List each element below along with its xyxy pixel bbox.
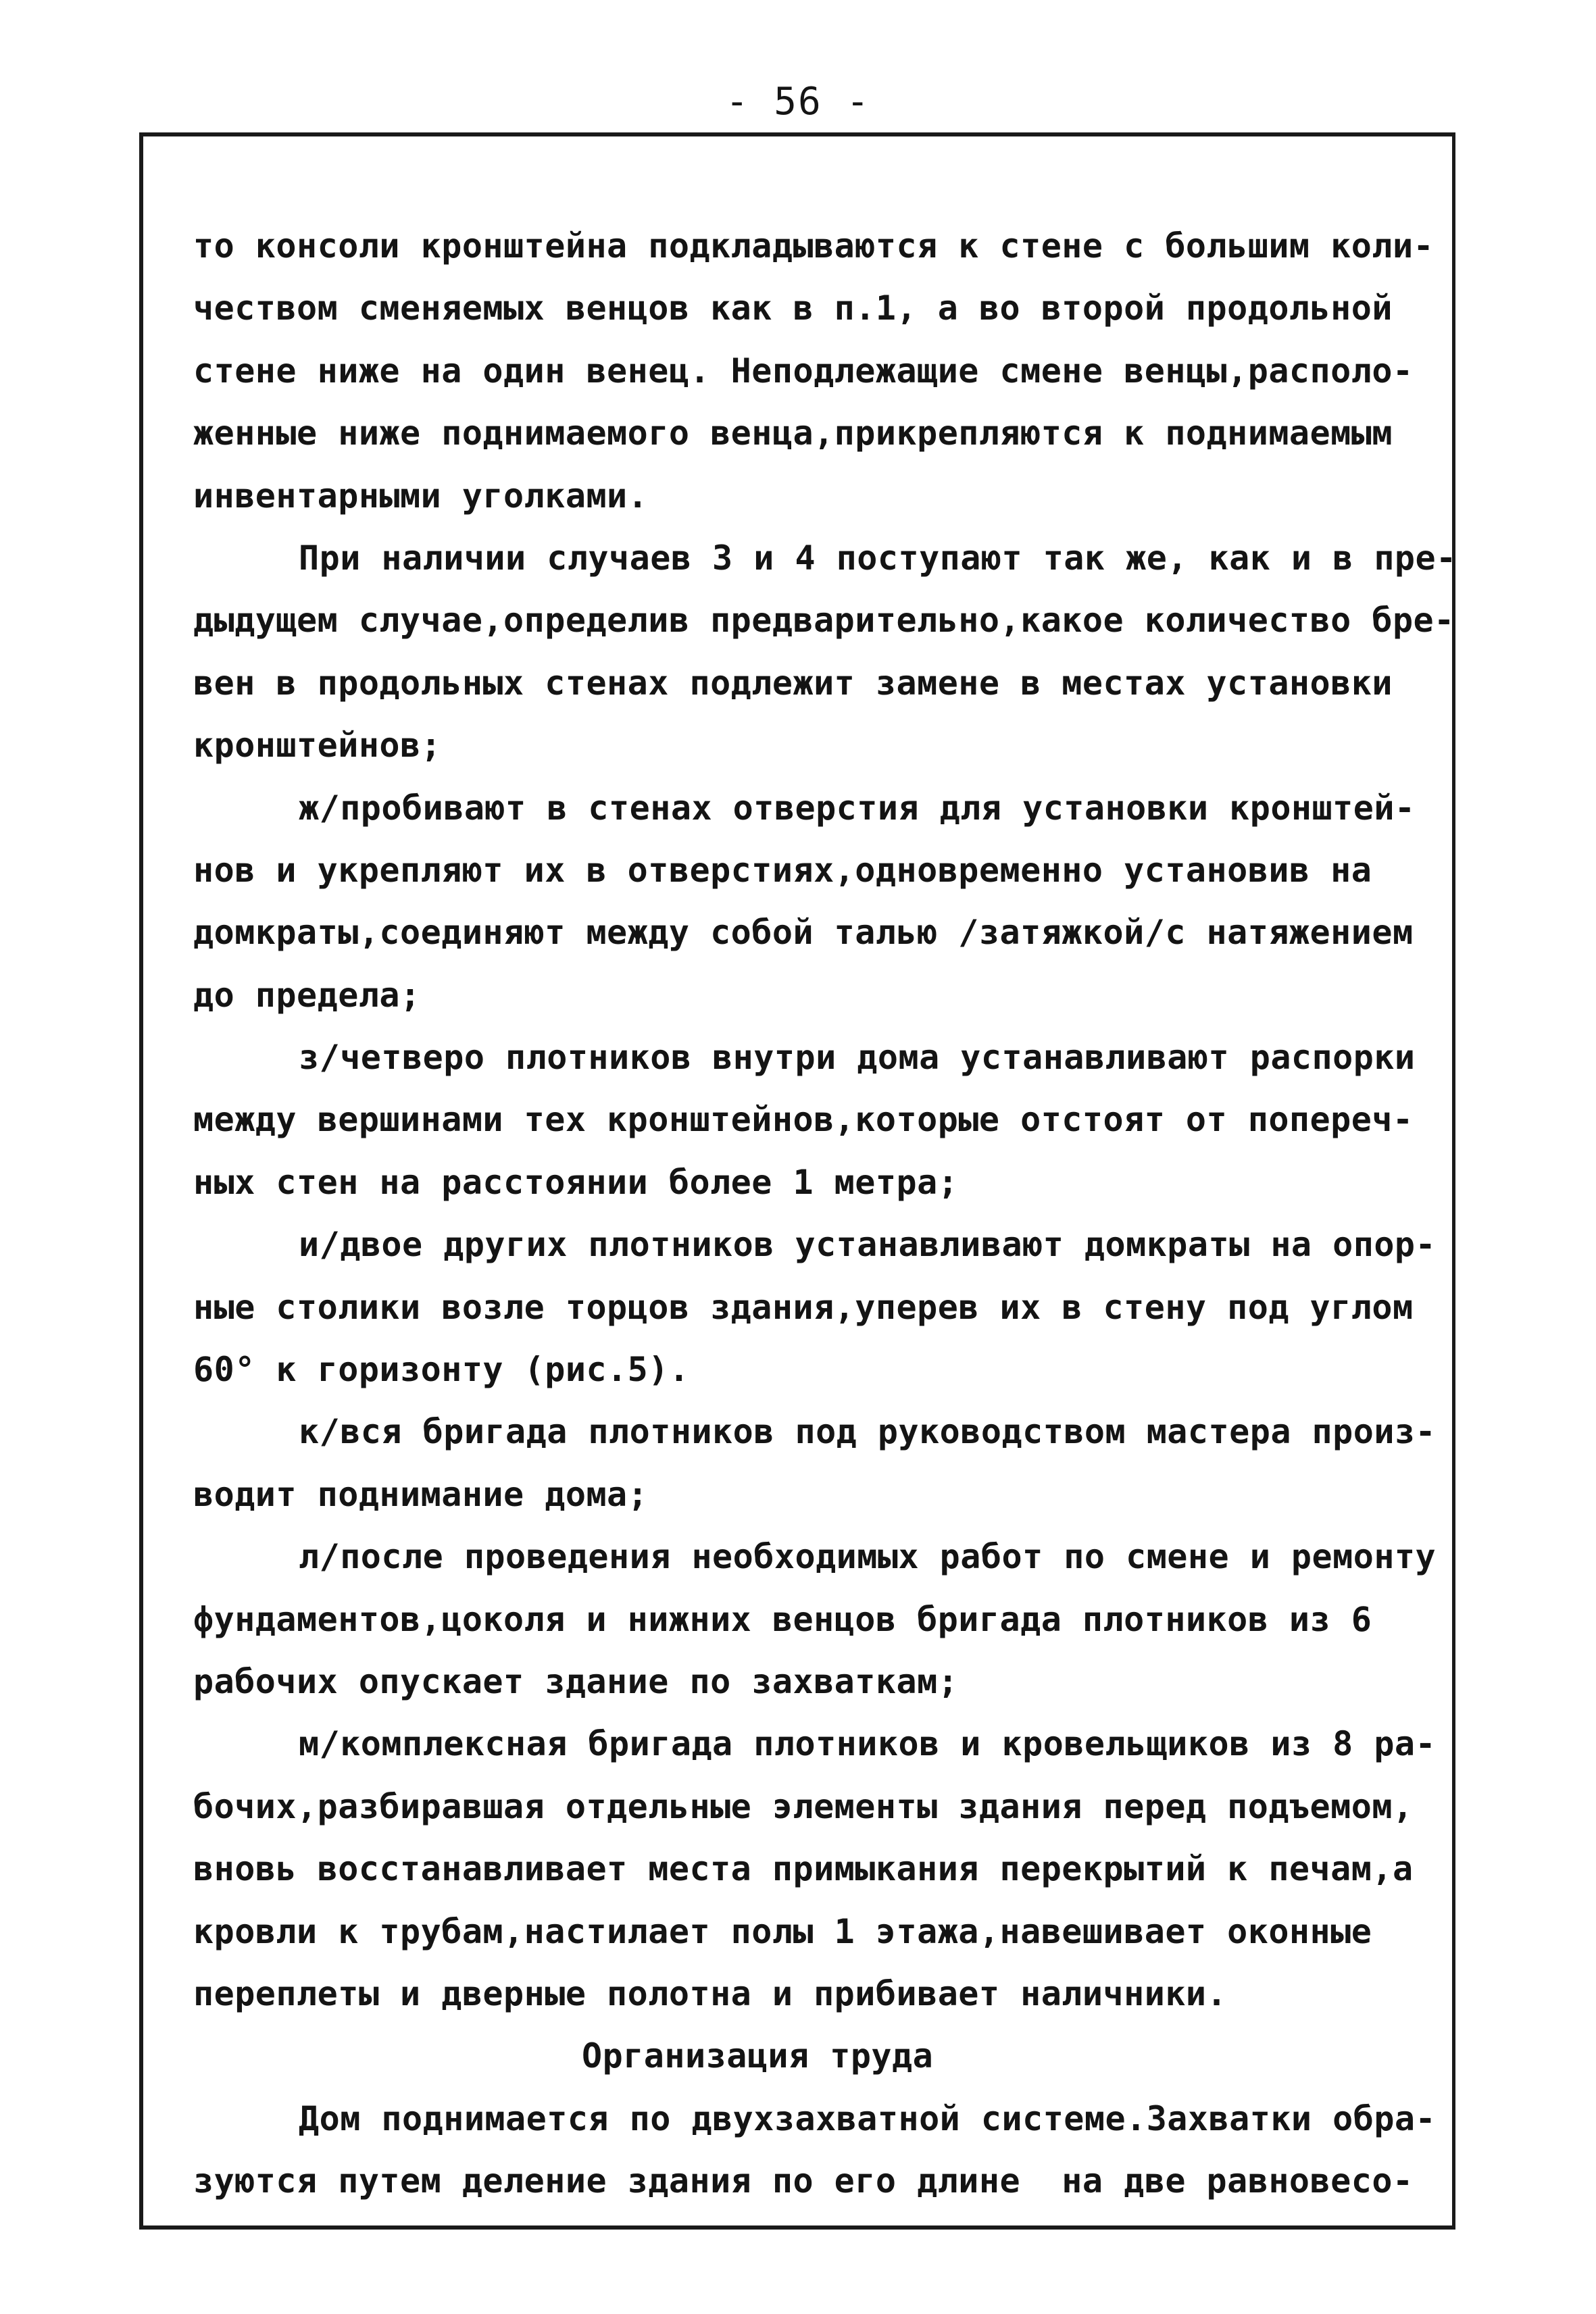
text-line: кровли к трубам,настилает полы 1 этажа,навешивает оконные — [193, 1911, 1372, 1951]
text-line: и/двое других плотников устанавливают домкраты на опор- — [299, 1225, 1437, 1265]
text-line: м/комплексная бригада плотников и кровельщиков из 8 ра- — [299, 1724, 1437, 1764]
text-line: инвентарными уголками. — [193, 476, 649, 515]
text-line: женные ниже поднимаемого венца,прикрепляются к поднимаемым — [193, 413, 1393, 453]
text-line: 60° к горизонту (рис.5). — [193, 1350, 690, 1390]
text-line: дыдущем случае,определив предварительно,какое количество бре- — [193, 601, 1455, 640]
text-line: рабочих опускает здание по захваткам; — [193, 1661, 959, 1701]
text-line: то консоли кронштейна подкладываются к стене с большим коли- — [193, 226, 1435, 266]
text-line: бочих,разбиравшая отдельные элементы здания перед подъемом, — [193, 1786, 1414, 1826]
text-line: При наличии случаев 3 и 4 поступают так же, как и в пре- — [299, 538, 1457, 578]
text-line: вновь восстанавливает места примыкания перекрытий к печам,а — [193, 1849, 1414, 1889]
text-line: ж/пробивают в стенах отверстия для установки кронштей- — [299, 788, 1416, 828]
text-line: л/после проведения необходимых работ по смене и ремонту — [299, 1537, 1437, 1577]
text-line: стене ниже на один венец. Неподлежащие смене венцы,располо- — [193, 351, 1414, 391]
text-line: з/четверо плотников внутри дома устанавливают распорки — [299, 1038, 1416, 1078]
text-line: кронштейнов; — [193, 726, 442, 765]
text-line: водит поднимание дома; — [193, 1474, 649, 1514]
page-number: - 56 - — [725, 80, 871, 124]
text-line: зуются путем деление здания по его длине на две равновесо- — [193, 2161, 1414, 2201]
text-line: Дом поднимается по двухзахватной системе.Захватки обра- — [299, 2098, 1437, 2138]
text-line: фундаментов,цоколя и нижних венцов бригада плотников из 6 — [193, 1599, 1372, 1639]
text-line: вен в продольных стенах подлежит замене в местах установки — [193, 663, 1393, 703]
text-line: нов и укрепляют их в отверстиях,одновременно установив на — [193, 850, 1372, 890]
text-line: домкраты,соединяют между собой талью /затяжкой/с натяжением — [193, 913, 1414, 953]
text-line: ных стен на расстоянии более 1 метра; — [193, 1162, 959, 1202]
text-line: переплеты и дверные полотна и прибивает наличники. — [193, 1973, 1228, 2013]
body-text — [193, 215, 1457, 2213]
text-line: чеством сменяемых венцов как в п.1, а во второй продольной — [193, 288, 1393, 328]
text-line: ные столики возле торцов здания,уперев их в стену под углом — [193, 1287, 1414, 1327]
text-line: к/вся бригада плотников под руководством мастера произ- — [299, 1412, 1437, 1452]
text-line: до предела; — [193, 975, 421, 1015]
text-line: между вершинами тех кронштейнов,которые отстоят от попереч- — [193, 1100, 1414, 1140]
section-heading: Организация труда — [582, 2036, 934, 2076]
